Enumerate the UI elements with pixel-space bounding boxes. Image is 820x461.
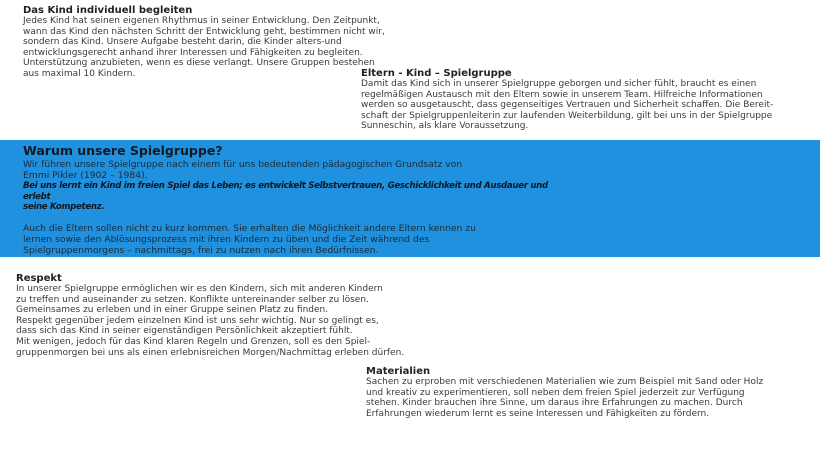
section-kind-begleiten <box>23 5 418 80</box>
warum-title: Warum unsere Spielgruppe? <box>23 143 223 158</box>
section-materialien <box>366 366 796 419</box>
section-text: In unserer Spielgruppe ermöglichen wir es den Kindern, sich mit anderen Kindern zu treffen und auseinander zu setzen. Konflikte untereinander selber zu lösen. Gemeinsames zu erleben und in einer Gruppe seinen Platz zu finden. Respekt gegenüber jedem einzelnen Kind ist uns sehr wichtig. Nur so gelingt es, dass sich das Kind in seiner eigenständigen Persönlichkeit akzeptiert fühlt. Mit wenigen, jedoch für das Kind klaren Regeln und Grenzen, soll es den Spiel- gruppenmorgen bei uns als einen erlebnisreichen Morgen/Nachmittag erleben dürfen. <box>16 284 405 358</box>
section-title: Eltern - Kind – Spielgruppe <box>361 68 512 79</box>
warum-text: Auch die Eltern sollen nicht zu kurz kommen. Sie erhalten die Möglichkeit andere Eltern kennen zu lernen sowie den Ablösungsprozess mit ihren Kindern zu üben und die Zeit während des Spielgruppenmorgens – nachmittags, frei zu nutzen nach ihren Bedürfnissen. <box>23 222 476 256</box>
pikler-quote: Bei uns lernt ein Kind im freien Spiel das Leben; es entwickelt Selbstvertrauen, Geschicklichkeit und Ausdauer und erlebt seine Kompetenz. <box>23 181 548 213</box>
warum-banner <box>0 140 820 257</box>
warum-intro: Wir führen unsere Spielgruppe nach einem für uns bedeutenden pädagogischen Grundsatz von Emmi Pikler (1902 – 1984). <box>23 159 463 181</box>
warum-content <box>23 144 563 256</box>
section-text: Jedes Kind hat seinen eigenen Rhythmus in seiner Entwicklung. Den Zeitpunkt, wann das Kind den nächsten Schritt der Entwicklung geht, bestimmen nicht wir, sondern das Kind. Unsere Aufgabe besteht darin, die Kinder alters-und entwicklungsgerecht anhand ihrer Interessen und Fähigkeiten zu begleiten. Unterstützung anzubieten, wenn es diese verlangt. Unsere Gruppen bestehen aus maximal 10 Kindern. <box>23 16 385 79</box>
section-title: Respekt <box>16 273 62 284</box>
section-title: Das Kind individuell begleiten <box>23 5 193 16</box>
section-eltern-kind <box>361 68 791 132</box>
section-respekt <box>16 273 436 358</box>
section-title: Materialien <box>366 366 431 377</box>
section-text: Sachen zu erproben mit verschiedenen Materialien wie zum Beispiel mit Sand oder Holz und kreativ zu experimentieren, soll neben dem freien Spiel jederzeit zur Verfügung stehen. Kinder brauchen ihre Sinne, um daraus ihre Erfahrungen zu machen. Durch Erfahrungen wiederum lernt es seine Interessen und Fähigkeiten zu fördern. <box>366 377 764 419</box>
section-text: Damit das Kind sich in unserer Spielgruppe geborgen und sicher fühlt, braucht es einen regelmäßigen Austausch mit den Eltern sowie in unserem Team. Hilfreiche Informationen werden so ausgetauscht, dass gegenseitiges Vertrauen und Sicherheit schaffen. Die Bereit- schaft der Spielgruppenleiterin zur laufenden Weiterbildung, gilt bei uns in der Spielgruppe Sunneschin, als klare Voraussetzung. <box>361 79 774 132</box>
